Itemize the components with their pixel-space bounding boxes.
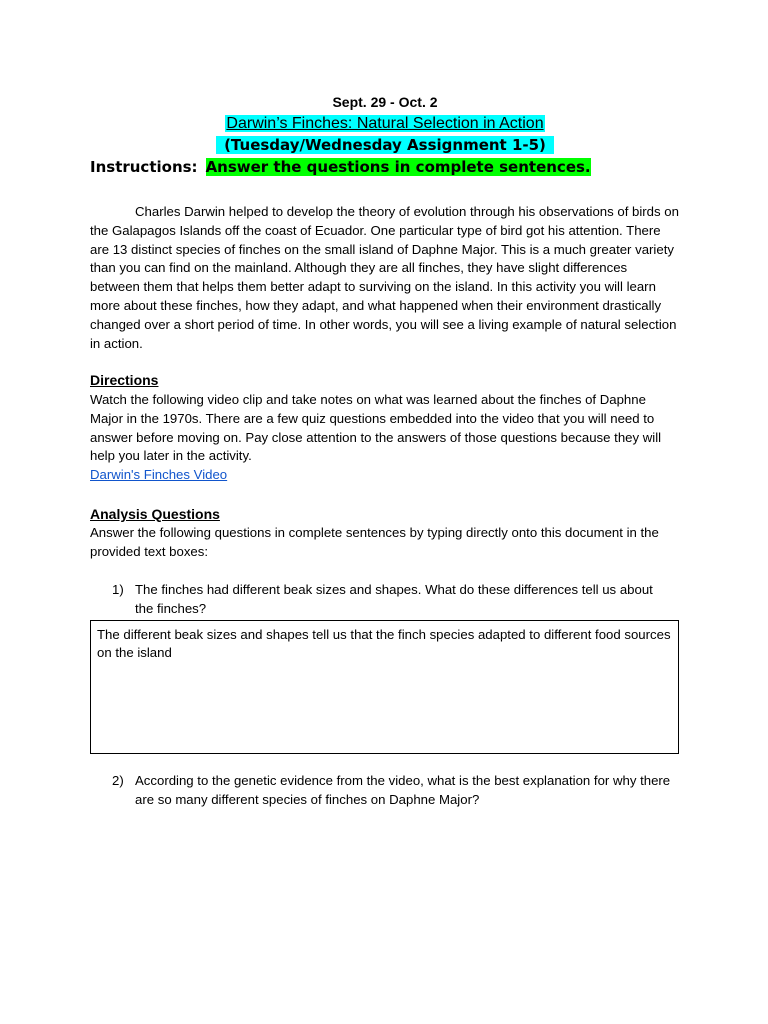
- question-2: [112, 772, 672, 810]
- instructions-line: [90, 157, 690, 177]
- question-text: The finches had different beak sizes and shapes. What do these differences tell us about the finches?: [135, 582, 653, 616]
- document-title: Darwin’s Finches: Natural Selection in Action: [226, 115, 544, 132]
- instructions-text: Answer the questions in complete sentences.: [205, 158, 591, 176]
- date-range: Sept. 29 - Oct. 2: [332, 94, 438, 110]
- answer-text-box-1[interactable]: The different beak sizes and shapes tell us that the finch species adapted to different food sources on the island: [90, 620, 679, 754]
- assignment-subtitle: (Tuesday/Wednesday Assignment 1-5): [216, 136, 554, 154]
- instructions-label: Instructions:: [90, 158, 198, 176]
- directions-paragraph: Watch the following video clip and take notes on what was learned about the finches of Daphne Major in the 1970s. There are a few quiz questions embedded into the video that you will need to answer before moving on. Pay close attention to the answers of those questions because they will help you later in the activity.: [90, 392, 662, 464]
- directions-heading: Directions: [90, 372, 159, 388]
- analysis-paragraph: Answer the following questions in complete sentences by typing directly onto this document in the provided text boxes:: [90, 525, 659, 559]
- question-number: 1): [112, 582, 124, 597]
- question-text: According to the genetic evidence from the video, what is the best explanation for why there are so many different species of finches on Daphne Major?: [135, 773, 671, 807]
- intro-paragraph: Charles Darwin helped to develop the theory of evolution through his observations of birds on the Galapagos Islands off the coast of Ecuador. One particular type of bird got his attention. There are 13 distinct species of finches on the small island of Daphne Major. This is a much greater variety than you can find on the mainland. Although they are all finches, they have slight differences between them that helps them better adapt to surviving on the island. In this activity you will learn more about these finches, how they adapt, and what happened when their environment drastically changed over a short period of time. In other words, you will see a living example of natural selection in action.: [90, 204, 679, 351]
- question-number: 2): [112, 773, 124, 788]
- video-link[interactable]: Darwin's Finches Video: [90, 467, 228, 482]
- document-title-line: [90, 114, 680, 134]
- analysis-heading: Analysis Questions: [90, 506, 220, 522]
- question-1: [112, 581, 672, 619]
- assignment-subtitle-line: [90, 135, 680, 155]
